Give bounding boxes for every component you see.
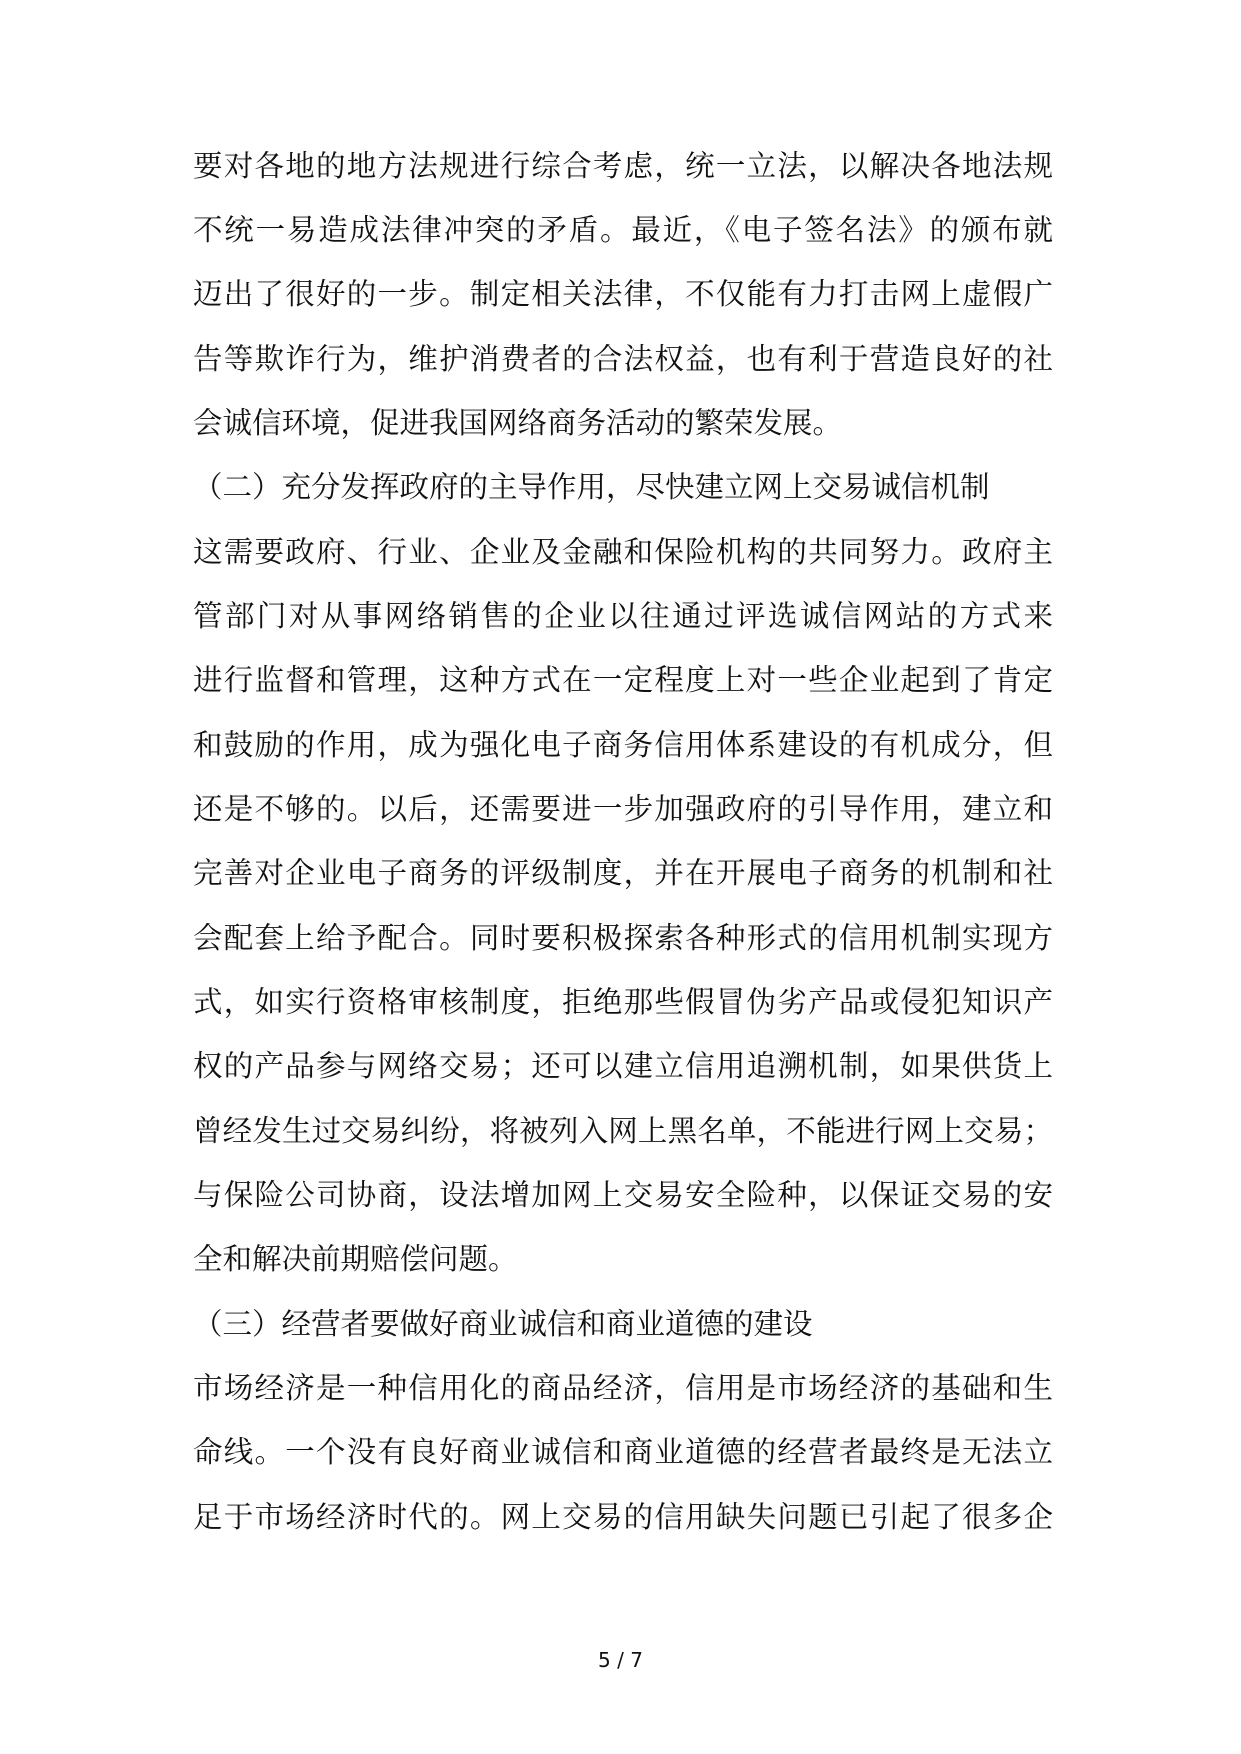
text-line: 这需要政府、行业、企业及金融和保险机构的共同努力。政府主 bbox=[193, 535, 1053, 569]
text-line: 要对各地的地方法规进行综合考虑，统一立法，以解决各地法规 bbox=[193, 149, 1053, 183]
text-line: 式，如实行资格审核制度，拒绝那些假冒伪劣产品或侵犯知识产 bbox=[193, 985, 1053, 1019]
text-line: 迈出了很好的一步。制定相关法律，不仅能有力打击网上虚假广 bbox=[193, 277, 1053, 311]
text-line: 进行监督和管理，这种方式在一定程度上对一些企业起到了肯定 bbox=[193, 663, 1053, 697]
text-line: 曾经发生过交易纠纷，将被列入网上黑名单，不能进行网上交易； bbox=[193, 1114, 1053, 1148]
text-line: 告等欺诈行为，维护消费者的合法权益，也有利于营造良好的社 bbox=[193, 342, 1053, 376]
text-line: 完善对企业电子商务的评级制度，并在开展电子商务的机制和社 bbox=[193, 856, 1053, 890]
text-line: 管部门对从事网络销售的企业以往通过评选诚信网站的方式来 bbox=[193, 599, 1053, 633]
text-line: 足于市场经济时代的。网上交易的信用缺失问题已引起了很多企 bbox=[193, 1500, 1053, 1534]
text-line: 全和解决前期赔偿问题。 bbox=[193, 1242, 518, 1276]
text-line: 命线。一个没有良好商业诚信和商业道德的经营者最终是无法立 bbox=[193, 1435, 1053, 1469]
text-line: 权的产品参与网络交易；还可以建立信用追溯机制，如果供货上 bbox=[193, 1049, 1053, 1083]
text-line: 与保险公司协商，设法增加网上交易安全险种，以保证交易的安 bbox=[193, 1178, 1053, 1212]
section-heading: （二）充分发挥政府的主导作用，尽快建立网上交易诚信机制 bbox=[193, 470, 990, 504]
section-heading: （三）经营者要做好商业诚信和商业道德的建设 bbox=[193, 1307, 813, 1341]
text-line: 会配套上给予配合。同时要积极探索各种形式的信用机制实现方 bbox=[193, 921, 1053, 955]
text-line: 不统一易造成法律冲突的矛盾。最近，《电子签名法》的颁布就 bbox=[193, 213, 1053, 247]
page-number: 5 / 7 bbox=[598, 1648, 643, 1672]
text-line: 和鼓励的作用，成为强化电子商务信用体系建设的有机成分，但 bbox=[193, 728, 1053, 762]
text-line: 市场经济是一种信用化的商品经济，信用是市场经济的基础和生 bbox=[193, 1371, 1053, 1405]
text-line: 还是不够的。以后，还需要进一步加强政府的引导作用，建立和 bbox=[193, 792, 1053, 826]
text-line: 会诚信环境，促进我国网络商务活动的繁荣发展。 bbox=[193, 406, 843, 440]
